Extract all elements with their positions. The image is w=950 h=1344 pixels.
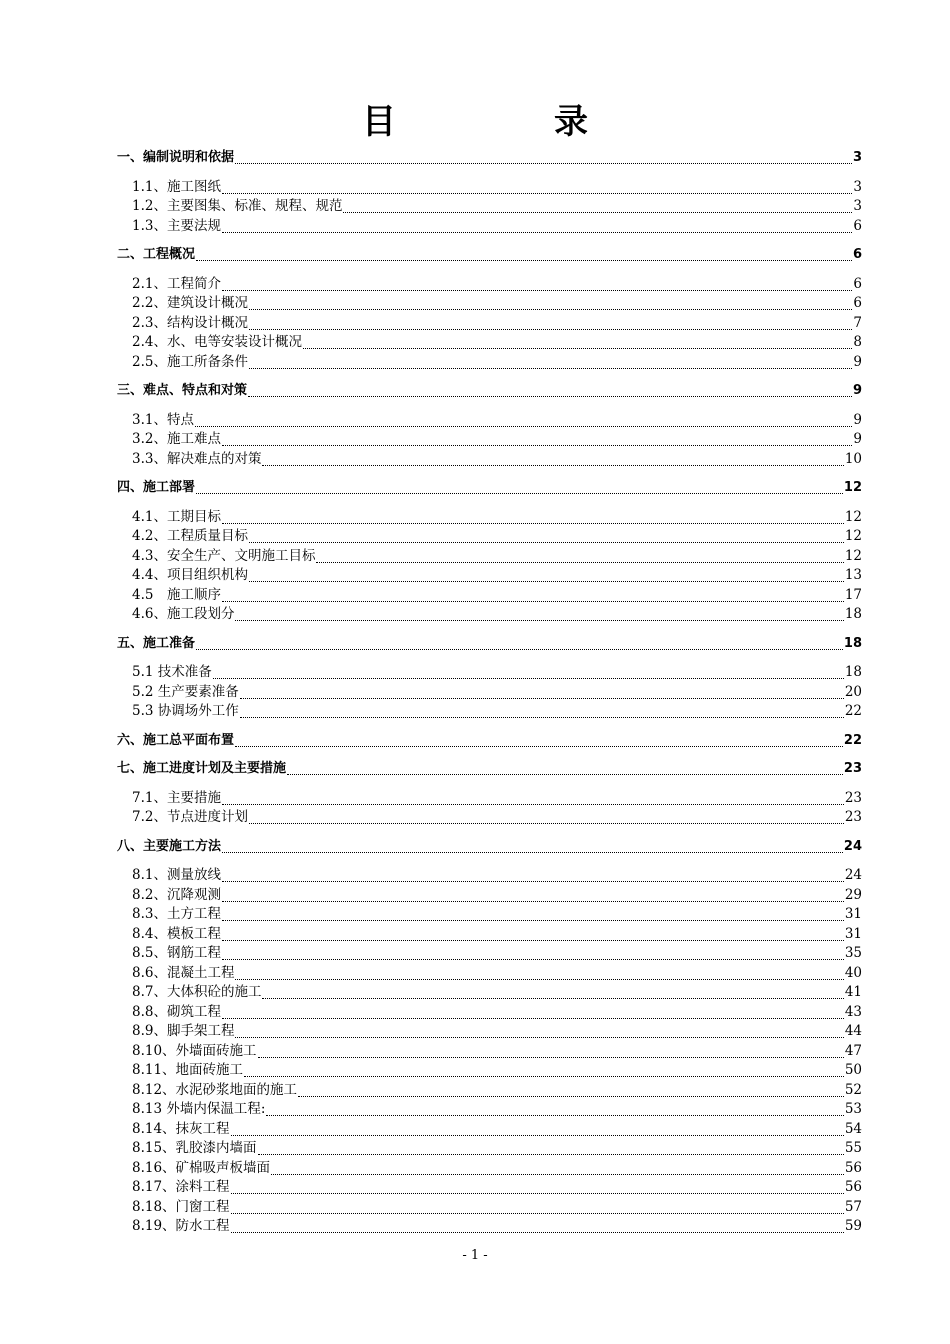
toc-entry-label: 1.1、施工图纸 — [132, 178, 221, 195]
toc-entry-label: 六、施工总平面布置 — [117, 732, 235, 748]
toc-page-number: 3 — [852, 150, 862, 165]
toc-page-number: 44 — [844, 1023, 862, 1039]
toc-page-number: 35 — [844, 945, 862, 961]
toc-page-number: 12 — [844, 547, 862, 564]
toc-entry-label: 4.3、安全生产、文明施工目标 — [132, 547, 316, 564]
toc-page-number: 6 — [852, 247, 862, 262]
toc-dot-leader — [231, 1193, 844, 1194]
toc-dot-leader — [222, 193, 852, 194]
toc-dot-leader — [249, 542, 844, 543]
toc-section-entry[interactable] — [117, 1061, 862, 1081]
toc-entry-label: 8.2、沉降观测 — [132, 886, 221, 903]
toc-entry-label: 8.12、水泥砂浆地面的施工 — [132, 1081, 298, 1098]
toc-dot-leader — [249, 309, 852, 310]
toc-chapter-entry[interactable] — [117, 731, 862, 751]
toc-page-number: 13 — [844, 567, 862, 583]
toc-entry-label: 2.2、建筑设计概况 — [132, 295, 248, 311]
toc-section-entry[interactable] — [117, 450, 862, 470]
toc-entry-label: 一、编制说明和依据 — [117, 150, 235, 165]
toc-page-number: 9 — [852, 383, 862, 398]
toc-section-entry[interactable] — [117, 886, 862, 906]
toc-dot-leader — [213, 678, 844, 679]
toc-dot-leader — [196, 493, 843, 494]
toc-dot-leader — [222, 232, 852, 233]
toc-dot-leader — [222, 445, 852, 446]
toc-dot-leader — [235, 1037, 843, 1038]
toc-entry-label: 8.5、钢筋工程 — [132, 945, 221, 961]
toc-entry-label: 8.18、门窗工程 — [132, 1198, 230, 1215]
toc-dot-leader — [222, 920, 844, 921]
toc-entry-label: 8.7、大体积砼的施工 — [132, 984, 262, 1000]
toc-dot-leader — [343, 212, 852, 213]
toc-dot-leader — [266, 1115, 843, 1116]
toc-entry-label: 2.4、水、电等安装设计概况 — [132, 334, 302, 350]
toc-section-entry[interactable] — [117, 925, 862, 945]
toc-page-number: 56 — [844, 1159, 862, 1176]
toc-entry-label: 8.15、乳胶漆内墙面 — [132, 1140, 257, 1156]
toc-page-number: 18 — [843, 635, 862, 651]
toc-section-entry[interactable] — [117, 1120, 862, 1140]
toc-section-entry[interactable] — [117, 1217, 862, 1237]
toc-dot-leader — [287, 774, 843, 775]
toc-page-number: 47 — [844, 1042, 862, 1059]
toc-dot-leader — [235, 163, 852, 164]
page-number-footer: - 1 - — [462, 1248, 488, 1263]
toc-entry-label: 3.3、解决难点的对策 — [132, 450, 262, 467]
toc-dot-leader — [222, 901, 844, 902]
toc-dot-leader — [249, 581, 844, 582]
toc-entry-label: 4.5 施工顺序 — [132, 586, 221, 603]
toc-entry-label: 7.2、节点进度计划 — [132, 809, 248, 825]
toc-dot-leader — [249, 329, 852, 330]
toc-chapter-entry[interactable] — [117, 381, 862, 401]
toc-page-number: 23 — [844, 809, 862, 825]
toc-dot-leader — [316, 562, 843, 563]
toc-page-number: 55 — [844, 1140, 862, 1156]
toc-dot-leader — [222, 804, 844, 805]
toc-section-entry[interactable] — [117, 294, 862, 314]
page-title: 目 录 — [362, 102, 650, 142]
toc-page-number: 17 — [844, 586, 862, 603]
toc-section-entry[interactable] — [117, 566, 862, 586]
toc-chapter-entry[interactable] — [117, 759, 862, 779]
toc-dot-leader — [222, 959, 844, 960]
toc-section-entry[interactable] — [117, 586, 862, 606]
toc-dot-leader — [231, 1232, 844, 1233]
toc-page-number: 56 — [844, 1179, 862, 1195]
toc-dot-leader — [235, 979, 843, 980]
toc-entry-label: 5.3 协调场外工作 — [132, 703, 239, 719]
toc-entry-label: 1.3、主要法规 — [132, 217, 221, 234]
toc-entry-label: 8.16、矿棉吸声板墙面 — [132, 1159, 271, 1176]
toc-entry-label: 二、工程概况 — [117, 247, 196, 262]
toc-section-entry[interactable] — [117, 702, 862, 722]
toc-page-number: 54 — [844, 1120, 862, 1137]
toc-chapter-entry[interactable] — [117, 245, 862, 265]
toc-section-entry[interactable] — [117, 314, 862, 334]
toc-dot-leader — [298, 1096, 844, 1097]
toc-section-entry[interactable] — [117, 789, 862, 809]
toc-section-entry[interactable] — [117, 1139, 862, 1159]
toc-dot-leader — [249, 368, 852, 369]
toc-page-number: 7 — [853, 314, 862, 331]
toc-dot-leader — [222, 290, 852, 291]
toc-page-number: 6 — [853, 217, 862, 234]
toc-entry-label: 7.1、主要措施 — [132, 789, 221, 806]
toc-page-number: 53 — [844, 1101, 862, 1117]
toc-entry-label: 4.6、施工段划分 — [132, 606, 235, 622]
toc-section-entry[interactable] — [117, 808, 862, 828]
toc-dot-leader — [195, 426, 852, 427]
toc-section-entry[interactable] — [117, 197, 862, 217]
toc-page-number: 9 — [853, 431, 862, 447]
toc-dot-leader — [262, 998, 843, 999]
toc-section-entry[interactable] — [117, 1178, 862, 1198]
toc-section-entry[interactable] — [117, 178, 862, 198]
toc-page-number: 9 — [853, 353, 862, 370]
toc-chapter-entry[interactable] — [117, 148, 862, 168]
toc-entry-label: 8.17、涂料工程 — [132, 1179, 230, 1195]
toc-page-number: 12 — [844, 528, 862, 544]
toc-entry-label: 5.1 技术准备 — [132, 664, 212, 680]
toc-section-entry[interactable] — [117, 983, 862, 1003]
toc-entry-label: 8.19、防水工程 — [132, 1218, 230, 1234]
toc-entry-label: 8.9、脚手架工程 — [132, 1023, 235, 1039]
toc-entry-label: 七、施工进度计划及主要措施 — [117, 761, 287, 776]
toc-dot-leader — [222, 1018, 844, 1019]
toc-entry-label: 4.1、工期目标 — [132, 508, 221, 525]
toc-entry-label: 8.10、外墙面砖施工 — [132, 1042, 257, 1059]
toc-section-entry[interactable] — [117, 527, 862, 547]
toc-section-entry[interactable] — [117, 333, 862, 353]
toc-dot-leader — [244, 1076, 844, 1077]
toc-dot-leader — [240, 717, 844, 718]
toc-entry-label: 3.2、施工难点 — [132, 431, 221, 447]
toc-section-entry[interactable] — [117, 1100, 862, 1120]
toc-page-number: 9 — [853, 411, 862, 428]
toc-section-entry[interactable] — [117, 1042, 862, 1062]
toc-entry-label: 八、主要施工方法 — [117, 838, 222, 854]
toc-page-number: 31 — [844, 906, 862, 922]
toc-entry-label: 五、施工准备 — [117, 635, 196, 651]
toc-section-entry[interactable] — [117, 217, 862, 237]
toc-section-entry[interactable] — [117, 508, 862, 528]
toc-section-entry[interactable] — [117, 353, 862, 373]
toc-entry-label: 四、施工部署 — [117, 480, 196, 495]
toc-chapter-entry[interactable] — [117, 478, 862, 498]
toc-chapter-entry[interactable] — [117, 837, 862, 857]
toc-dot-leader — [222, 601, 844, 602]
toc-section-entry[interactable] — [117, 1022, 862, 1042]
toc-page-number: 12 — [843, 480, 862, 495]
toc-section-entry[interactable] — [117, 866, 862, 886]
toc-dot-leader — [231, 1135, 844, 1136]
toc-dot-leader — [235, 746, 843, 747]
toc-page-number: 29 — [844, 886, 862, 903]
toc-page-number: 41 — [844, 984, 862, 1000]
toc-entry-label: 3.1、特点 — [132, 411, 194, 428]
toc-dot-leader — [303, 348, 852, 349]
toc-page-number: 24 — [844, 867, 862, 883]
toc-page-number: 59 — [844, 1218, 862, 1234]
toc-section-entry[interactable] — [117, 1159, 862, 1179]
toc-entry-label: 2.3、结构设计概况 — [132, 314, 248, 331]
toc-dot-leader — [249, 823, 844, 824]
toc-section-entry[interactable] — [117, 905, 862, 925]
toc-dot-leader — [196, 260, 852, 261]
toc-page-number: 22 — [844, 703, 862, 719]
toc-entry-label: 4.4、项目组织机构 — [132, 567, 248, 583]
toc-page-number: 50 — [844, 1062, 862, 1078]
toc-dot-leader — [262, 465, 843, 466]
toc-page-number: 52 — [844, 1081, 862, 1098]
toc-entry-label: 三、难点、特点和对策 — [117, 383, 248, 398]
toc-entry-label: 8.14、抹灰工程 — [132, 1120, 230, 1137]
toc-page-number: 23 — [843, 761, 862, 776]
toc-section-entry[interactable] — [117, 1198, 862, 1218]
toc-entry-label: 8.6、混凝土工程 — [132, 964, 235, 981]
toc-section-entry[interactable] — [117, 944, 862, 964]
toc-entry-label: 8.13 外墙内保温工程: — [132, 1101, 266, 1117]
toc-entry-label: 8.1、测量放线 — [132, 867, 221, 883]
toc-entry-label: 2.1、工程简介 — [132, 275, 221, 292]
toc-entry-label: 8.8、砌筑工程 — [132, 1003, 221, 1020]
toc-section-entry[interactable] — [117, 964, 862, 984]
toc-page-number: 3 — [853, 198, 862, 214]
toc-entry-label: 8.3、土方工程 — [132, 906, 221, 922]
toc-page-number: 22 — [843, 732, 862, 748]
toc-dot-leader — [271, 1174, 844, 1175]
toc-dot-leader — [222, 881, 844, 882]
toc-entry-label: 4.2、工程质量目标 — [132, 528, 248, 544]
toc-dot-leader — [196, 649, 843, 650]
toc-dot-leader — [258, 1154, 844, 1155]
toc-page-number: 23 — [844, 789, 862, 806]
toc-dot-leader — [222, 852, 843, 853]
toc-section-entry[interactable] — [117, 547, 862, 567]
toc-dot-leader — [240, 698, 844, 699]
table-of-contents — [117, 148, 862, 1237]
toc-page-number: 12 — [844, 508, 862, 525]
toc-dot-leader — [235, 620, 843, 621]
toc-page-number: 18 — [844, 606, 862, 622]
toc-section-entry[interactable] — [117, 1081, 862, 1101]
toc-page-number: 8 — [853, 334, 862, 350]
toc-page-number: 18 — [844, 664, 862, 680]
toc-section-entry[interactable] — [117, 430, 862, 450]
toc-section-entry[interactable] — [117, 663, 862, 683]
toc-page-number: 20 — [844, 683, 862, 700]
toc-page-number: 10 — [844, 450, 862, 467]
toc-page-number: 6 — [853, 275, 862, 292]
toc-chapter-entry[interactable] — [117, 634, 862, 654]
toc-page-number: 24 — [843, 838, 862, 854]
toc-section-entry[interactable] — [117, 275, 862, 295]
toc-entry-label: 5.2 生产要素准备 — [132, 683, 239, 700]
toc-section-entry[interactable] — [117, 1003, 862, 1023]
toc-dot-leader — [258, 1057, 844, 1058]
toc-page-number: 6 — [853, 295, 862, 311]
toc-page-number: 3 — [853, 178, 862, 195]
toc-page-number: 57 — [844, 1198, 862, 1215]
toc-entry-label: 8.4、模板工程 — [132, 925, 221, 942]
toc-page-number: 40 — [844, 964, 862, 981]
toc-dot-leader — [248, 396, 852, 397]
toc-section-entry[interactable] — [117, 605, 862, 625]
toc-dot-leader — [222, 940, 844, 941]
toc-entry-label: 2.5、施工所备条件 — [132, 353, 248, 370]
toc-section-entry[interactable] — [117, 683, 862, 703]
toc-page-number: 31 — [844, 925, 862, 942]
toc-entry-label: 8.11、地面砖施工 — [132, 1062, 244, 1078]
toc-entry-label: 1.2、主要图集、标准、规程、规范 — [132, 198, 343, 214]
toc-section-entry[interactable] — [117, 411, 862, 431]
toc-page-number: 43 — [844, 1003, 862, 1020]
toc-dot-leader — [231, 1213, 844, 1214]
toc-dot-leader — [222, 523, 844, 524]
